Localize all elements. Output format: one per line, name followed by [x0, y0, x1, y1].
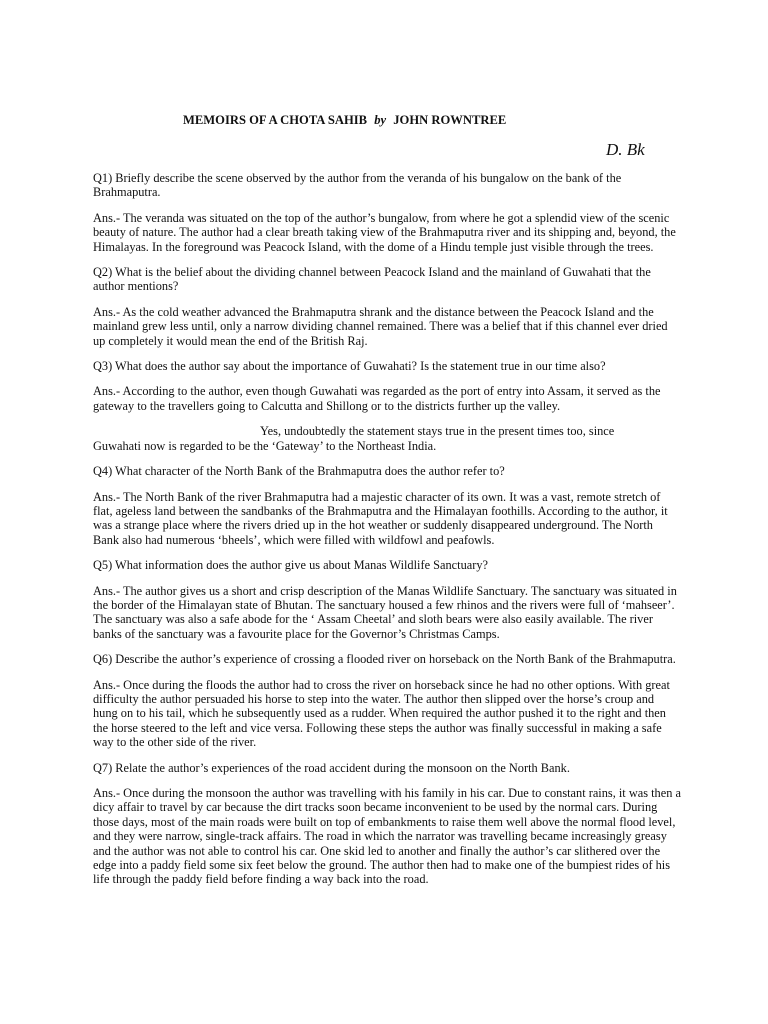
author-initials: D. Bk	[606, 140, 645, 159]
question-5: Q5) What information does the author give us about Manas Wildlife Sanctuary?	[93, 558, 488, 573]
answer-7: Ans.- Once during the monsoon the author was travelling with his family in his car. Due to constant rains, it was then a dicy affair to travel by car because the dirt tracks soon became inconvenient to be used by the normal cars. During those days, most of the main roads were built on top of embankments to raise them well above the normal flood level, and they were narrow, single-track affairs. The road in which the narrator was travelling became increasingly greasy and the author was not able to control his car. One skid led to another and finally the author’s car slithered over the edge into a paddy field some six feet below the ground. The author then had to make one of the bumpiest rides of his life through the paddy field before finding a way back into the road.	[93, 786, 681, 887]
title-author: JOHN ROWNTREE	[393, 113, 507, 127]
answer-3-continuation	[93, 424, 681, 453]
document-body	[93, 171, 681, 898]
title-text: MEMOIRS OF A CHOTA SAHIB	[183, 113, 368, 127]
answer-3: Ans.- According to the author, even though Guwahati was regarded as the port of entry into Assam, it served as the gateway to the travellers going to Calcutta and Shillong or to the districts further up the valley.	[93, 384, 661, 413]
question-4: Q4) What character of the North Bank of the Brahmaputra does the author refer to?	[93, 464, 505, 479]
answer-6: Ans.- Once during the floods the author had to cross the river on horseback since he had no other options. With great difficulty the author persuaded his horse to step into the water. The author then slipped over the horse’s croup and hung on to his tail, which he subsequently used as a rudder. When required the author pushed it to the right and then the horse steered to the left and vice versa. Following these steps the author was finally successful in making a safe way to the other side of the river.	[93, 677, 670, 750]
title-by: by	[374, 113, 387, 127]
question-2: Q2) What is the belief about the dividing channel between Peacock Island and the mainland of Guwahati that the author mentions?	[93, 265, 651, 294]
question-1: Q1) Briefly describe the scene observed by the author from the veranda of his bungalow on the bank of the Brahmaputra.	[93, 171, 622, 200]
answer-3-final-line: Guwahati now is regarded to be the ‘Gateway’ to the Northeast India.	[93, 438, 437, 453]
question-7: Q7) Relate the author’s experiences of the road accident during the monsoon on the North Bank.	[93, 760, 570, 775]
answer-3-indented-line: Yes, undoubtedly the statement stays true in the present times too, since	[260, 424, 615, 439]
question-6: Q6) Describe the author’s experience of crossing a flooded river on horseback on the North Bank of the Brahmaputra.	[93, 652, 676, 667]
document-title	[183, 113, 506, 128]
answer-2: Ans.- As the cold weather advanced the Brahmaputra shrank and the distance between the Peacock Island and the mainland grew less until, only a narrow dividing channel remained. There was a belief that if this channel ever dried up completely it would mean the end of the British Raj.	[93, 304, 668, 348]
answer-5: Ans.- The author gives us a short and crisp description of the Manas Wildlife Sanctuary. The sanctuary was situated in the border of the Himalayan state of Bhutan. The sanctuary housed a few rhinos and the rivers were full of ‘mahseer’. The sanctuary was also a safe abode for the ‘ Assam Cheetal’ and sloth bears were also easily available. The river banks of the sanctuary was a favourite place for the Governor’s Christmas Camps.	[93, 583, 677, 641]
question-3: Q3) What does the author say about the importance of Guwahati? Is the statement true in our time also?	[93, 359, 606, 374]
answer-1: Ans.- The veranda was situated on the top of the author’s bungalow, from where he got a splendid view of the scenic beauty of nature. The author had a clear breath taking view of the Brahmaputra river and its shipping and, beyond, the Himalayas. In the foreground was Peacock Island, with the dome of a Hindu temple just visible through the trees.	[93, 210, 676, 254]
answer-4: Ans.- The North Bank of the river Brahmaputra had a majestic character of its own. It was a vast, remote stretch of flat, ageless land between the sandbanks of the Brahmaputra and the Himalayan foothills. According to the author, it was a strange place where the rivers dried up in the hot weather or suddenly disappeared underground. The North Bank also had numerous ‘bheels’, which were filled with wildfowl and peafowls.	[93, 489, 668, 547]
